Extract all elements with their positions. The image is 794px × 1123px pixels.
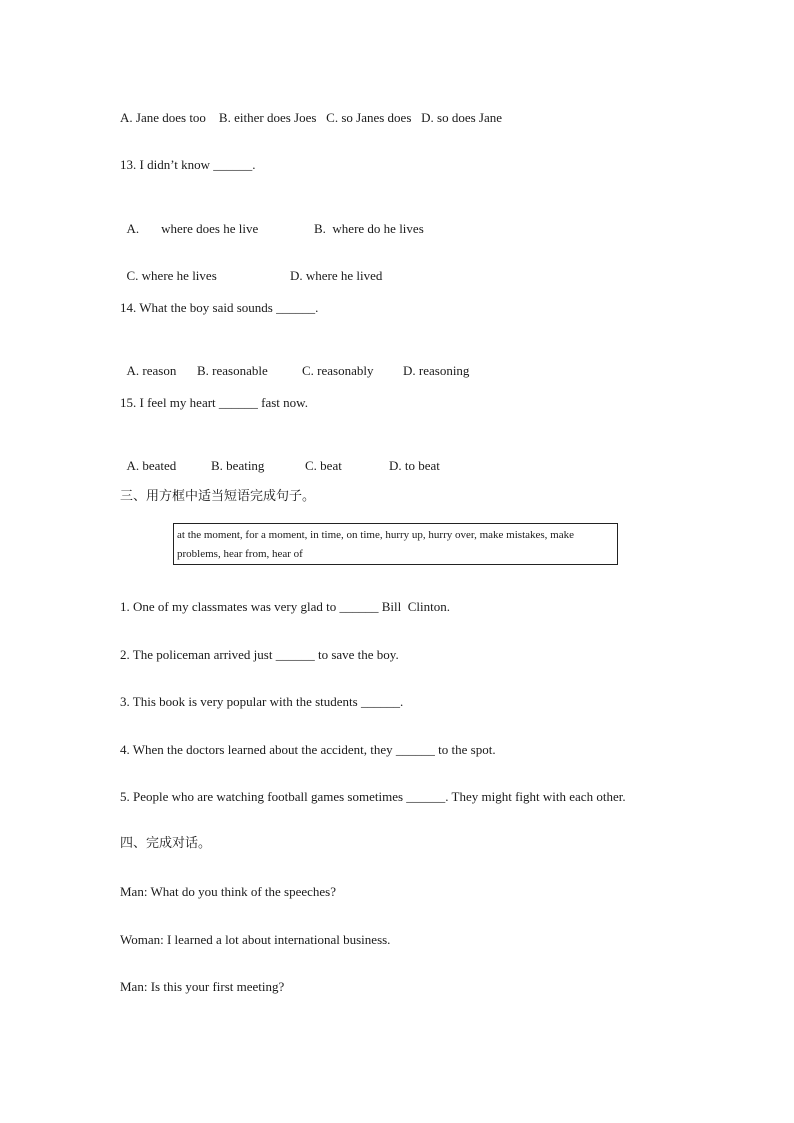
q14-option-a: A. reason [126, 363, 177, 378]
q14-option-c: C. reasonably [302, 363, 374, 378]
section3-item-2: 2. The policeman arrived just ______ to save the boy. [120, 647, 399, 662]
dialogue-line-2: Woman: I learned a lot about international business. [120, 932, 391, 947]
q14-options [120, 347, 470, 379]
q13-option-a-label: A. [126, 221, 140, 236]
q15-options [120, 442, 440, 474]
section4-title: 四、完成对话。 [120, 836, 212, 851]
section3-item-5: 5. People who are watching football games sometimes ______. They might fight with each other. [120, 789, 626, 804]
q14-option-d: D. reasoning [403, 363, 470, 378]
phrase-box: at the moment, for a moment, in time, on time, hurry up, hurry over, make mistakes, make problems, hear from, hear of [173, 523, 618, 565]
q15-option-d: D. to beat [389, 458, 440, 473]
q13-option-b: B. where do he lives [314, 221, 424, 236]
q13-stem: 13. I didn’t know ______. [120, 157, 256, 172]
q15-option-b: B. beating [211, 458, 265, 473]
q12-options: A. Jane does too B. either does Joes C. so Janes does D. so does Jane [120, 110, 503, 125]
section3-item-3: 3. This book is very popular with the students ______. [120, 694, 404, 709]
q13-option-c: C. where he lives [126, 268, 217, 283]
q13-options-cd [120, 252, 383, 284]
q15-stem: 15. I feel my heart ______ fast now. [120, 395, 308, 410]
section3-item-1: 1. One of my classmates was very glad to ______ Bill Clinton. [120, 599, 451, 614]
q13-option-a-text: where does he live [161, 221, 259, 236]
q14-option-b: B. reasonable [197, 363, 268, 378]
section3-title: 三、用方框中适当短语完成句子。 [120, 489, 316, 504]
dialogue-line-3: Man: Is this your first meeting? [120, 979, 285, 994]
q13-options-ab [120, 205, 424, 237]
q13-option-d: D. where he lived [290, 268, 383, 283]
q14-stem: 14. What the boy said sounds ______. [120, 300, 319, 315]
q15-option-c: C. beat [305, 458, 342, 473]
q15-option-a: A. beated [126, 458, 177, 473]
section3-item-4: 4. When the doctors learned about the accident, they ______ to the spot. [120, 742, 496, 757]
dialogue-line-1: Man: What do you think of the speeches? [120, 884, 337, 899]
